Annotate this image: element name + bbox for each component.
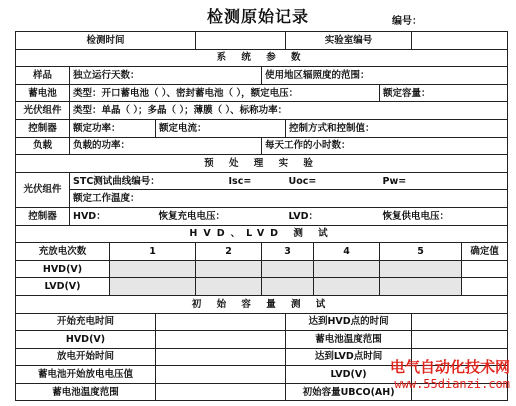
- battery-type-field[interactable]: 类型：开口蓄电池（ ）、密封蓄电池（ ），额定电压：: [70, 84, 380, 102]
- row-header: [16, 32, 508, 50]
- cycle-3-header: 3: [262, 243, 314, 261]
- row-load: [16, 137, 508, 155]
- hvd-field[interactable]: HVD：: [70, 207, 156, 225]
- controller-mode-field[interactable]: 控制方式和控制值：: [286, 119, 508, 137]
- hvd-cycle-5-cell[interactable]: [380, 260, 462, 278]
- battery-label: 蓄电池: [16, 84, 70, 102]
- controller-label: 控制器: [16, 119, 70, 137]
- row-controller-2: [16, 207, 508, 225]
- lvd-cycle-2-cell[interactable]: [196, 278, 262, 296]
- test-time-label: 检测时间: [16, 32, 196, 50]
- charge-start-label: 开始充电时间: [16, 313, 156, 331]
- test-record-form: [15, 31, 508, 401]
- stc-curve-number-field[interactable]: STC测试曲线编号：: [70, 172, 226, 190]
- watermark-site-name: 电气自动化技术网: [389, 358, 510, 376]
- initial-capacity-label: 初始容量UBCO(AH): [286, 383, 412, 401]
- lvd-v-label-2: LVD(V): [286, 366, 412, 384]
- hvd-v-cell[interactable]: [156, 331, 286, 349]
- battery-start-voltage-cell[interactable]: [156, 366, 286, 384]
- isc-field[interactable]: Isc=: [226, 172, 286, 190]
- battery-capacity-field[interactable]: 额定容量：: [380, 84, 508, 102]
- lvd-v-cell[interactable]: [412, 366, 508, 384]
- hvd-v-label-2: HVD(V): [16, 331, 156, 349]
- cycle-1-header: 1: [110, 243, 196, 261]
- row-pv-module: [16, 102, 508, 120]
- lab-number-cell[interactable]: [412, 32, 508, 50]
- row-stc: [16, 172, 508, 190]
- row-rated-temp: [16, 190, 508, 208]
- reach-hvd-cell[interactable]: [412, 313, 508, 331]
- fixed-value-header: 确定值: [462, 243, 508, 261]
- row-controller: [16, 119, 508, 137]
- discharge-start-label: 放电开始时间: [16, 348, 156, 366]
- hvd-cycle-4-cell[interactable]: [314, 260, 380, 278]
- charge-start-cell[interactable]: [156, 313, 286, 331]
- hvd-cycle-2-cell[interactable]: [196, 260, 262, 278]
- controller-power-field[interactable]: 额定功率：: [70, 119, 156, 137]
- controller-current-field[interactable]: 额定电流：: [156, 119, 286, 137]
- pv-module-label-2: 光伏组件: [16, 172, 70, 207]
- row-discharge-start: [16, 348, 508, 366]
- cycle-count-header: 充放电次数: [16, 243, 110, 261]
- load-hours-field[interactable]: 每天工作的小时数：: [262, 137, 508, 155]
- load-power-field[interactable]: 负载的功率：: [70, 137, 262, 155]
- hvd-cycle-3-cell[interactable]: [262, 260, 314, 278]
- lvd-cycle-5-cell[interactable]: [380, 278, 462, 296]
- battery-temp-range-label: 蓄电池温度范围: [286, 331, 412, 349]
- sample-radiation-field[interactable]: 使用地区辐照度的范围：: [262, 67, 508, 85]
- lab-number-label: 实验室编号: [286, 32, 412, 50]
- cycle-4-header: 4: [314, 243, 380, 261]
- row-hvd-temp: [16, 331, 508, 349]
- pv-type-field[interactable]: 类型：单晶（ ）；多晶（ ）；薄膜（ ）、标称功率：: [70, 102, 508, 120]
- lvd-recover-field[interactable]: 恢复供电电压：: [380, 207, 508, 225]
- section-hvd-lvd-test: HVD、LVD 测 试: [16, 225, 508, 243]
- row-lvd-values: [16, 278, 508, 296]
- hvd-cycle-1-cell[interactable]: [110, 260, 196, 278]
- lvd-v-label: LVD(V): [16, 278, 110, 296]
- battery-temp-range-cell-2[interactable]: [156, 383, 286, 401]
- reach-lvd-label: 达到LVD点时间: [286, 348, 412, 366]
- form-title: 检测原始记录: [206, 7, 309, 26]
- lvd-fixed-value-cell[interactable]: [462, 278, 508, 296]
- voc-field[interactable]: Uoc=: [286, 172, 380, 190]
- row-initial-capacity: [16, 383, 508, 401]
- reach-lvd-cell[interactable]: [412, 348, 508, 366]
- sample-days-field[interactable]: 独立运行天数：: [70, 67, 262, 85]
- row-sample: [16, 67, 508, 85]
- section-initial-capacity: 初 始 容 量 测 试: [16, 295, 508, 313]
- row-charge-start: [16, 313, 508, 331]
- section-pretreatment: 预 处 理 实 验: [16, 155, 508, 173]
- cycle-2-header: 2: [196, 243, 262, 261]
- initial-capacity-cell[interactable]: [412, 383, 508, 401]
- battery-temp-range-cell[interactable]: [412, 331, 508, 349]
- section-system-params: 系 统 参 数: [16, 49, 508, 67]
- watermark-url: www.55dianzi.com: [394, 377, 510, 391]
- controller-label-2: 控制器: [16, 207, 70, 225]
- battery-temp-range-label-2: 蓄电池温度范围: [16, 383, 156, 401]
- hvd-fixed-value-cell[interactable]: [462, 260, 508, 278]
- row-battery: [16, 84, 508, 102]
- rated-temp-field[interactable]: 额定工作温度：: [70, 190, 508, 208]
- row-hvd-values: [16, 260, 508, 278]
- lvd-cycle-1-cell[interactable]: [110, 278, 196, 296]
- pw-field[interactable]: Pw=: [380, 172, 508, 190]
- serial-number-label: 编号：: [392, 16, 422, 27]
- lvd-cycle-3-cell[interactable]: [262, 278, 314, 296]
- hvd-v-label: HVD(V): [16, 260, 110, 278]
- sample-label: 样品: [16, 67, 70, 85]
- discharge-start-cell[interactable]: [156, 348, 286, 366]
- hvd-recover-field[interactable]: 恢复充电电压：: [156, 207, 286, 225]
- battery-start-voltage-label: 蓄电池开始放电电压值: [16, 366, 156, 384]
- row-cycle-header: [16, 243, 508, 261]
- row-start-voltage: [16, 366, 508, 384]
- cycle-5-header: 5: [380, 243, 462, 261]
- pv-module-label: 光伏组件: [16, 102, 70, 120]
- test-time-cell[interactable]: [196, 32, 286, 50]
- reach-hvd-label: 达到HVD点的时间: [286, 313, 412, 331]
- lvd-cycle-4-cell[interactable]: [314, 278, 380, 296]
- load-label: 负载: [16, 137, 70, 155]
- lvd-field[interactable]: LVD：: [286, 207, 380, 225]
